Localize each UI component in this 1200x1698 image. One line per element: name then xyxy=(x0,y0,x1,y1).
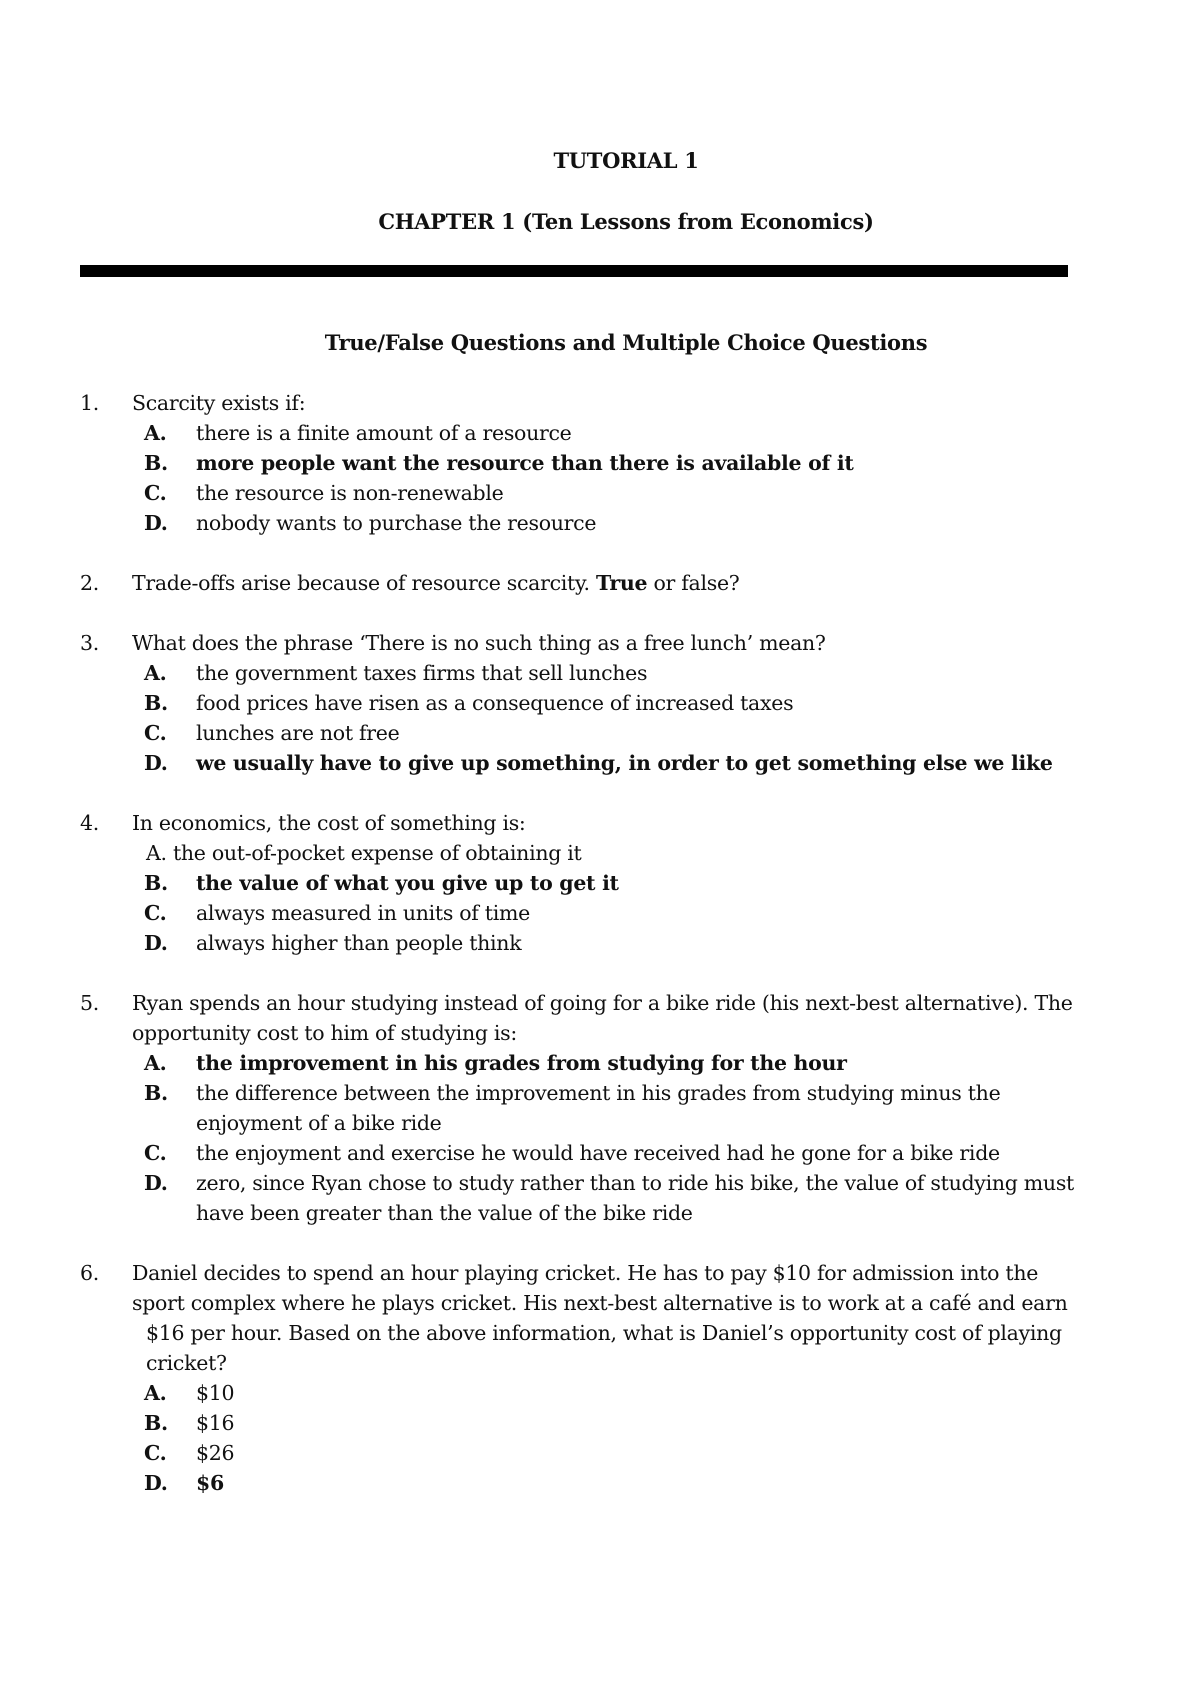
option-letter: A. xyxy=(146,841,167,865)
question-list xyxy=(80,388,1080,1528)
question-5 xyxy=(80,988,1080,1228)
question-6 xyxy=(80,1258,1080,1498)
option-list xyxy=(132,418,1080,538)
option-letter: C. xyxy=(144,481,167,505)
option-letter: C. xyxy=(144,901,167,925)
header-divider xyxy=(80,265,1068,277)
option-b xyxy=(144,688,1080,718)
option-b xyxy=(144,1408,1080,1438)
option-d xyxy=(144,1168,1080,1228)
option-c xyxy=(144,1438,1080,1468)
option-a-correct xyxy=(144,1048,1080,1078)
option-text: $16 xyxy=(196,1411,235,1435)
option-b-correct xyxy=(144,868,1080,898)
option-letter: A. xyxy=(144,1051,167,1075)
option-letter: C. xyxy=(144,1441,167,1465)
question-stem: In economics, the cost of something is: xyxy=(132,811,526,835)
option-text: the enjoyment and exercise he would have received had he gone for a bike ride xyxy=(196,1141,1000,1165)
option-d-correct xyxy=(144,1468,1080,1498)
option-c xyxy=(144,478,1080,508)
option-b-correct xyxy=(144,448,1080,478)
option-letter: B. xyxy=(144,871,168,895)
option-text: the government taxes firms that sell lunches xyxy=(196,661,648,685)
option-d xyxy=(144,508,1080,538)
option-letter: B. xyxy=(144,451,168,475)
option-letter: D. xyxy=(144,1471,168,1495)
option-letter: D. xyxy=(144,751,168,775)
question-number: 3. xyxy=(80,631,99,655)
option-text: always measured in units of time xyxy=(196,901,530,925)
option-letter: D. xyxy=(144,1171,168,1195)
question-number: 6. xyxy=(80,1261,99,1285)
question-3 xyxy=(80,628,1080,778)
option-text: the resource is non-renewable xyxy=(196,481,504,505)
option-letter: C. xyxy=(144,721,167,745)
option-text: always higher than people think xyxy=(196,931,522,955)
question-number: 2. xyxy=(80,571,99,595)
question-number: 4. xyxy=(80,811,99,835)
option-text: zero, since Ryan chose to study rather than to ride his bike, the value of studying must have been greater than the value of the bike ride xyxy=(196,1171,1074,1225)
option-list xyxy=(132,1378,1080,1498)
option-text: more people want the resource than there is available of it xyxy=(196,451,854,475)
question-stem xyxy=(132,568,1080,598)
option-c xyxy=(144,1138,1080,1168)
option-text: nobody wants to purchase the resource xyxy=(196,511,597,535)
option-c xyxy=(144,718,1080,748)
option-letter: A. xyxy=(144,421,167,445)
option-letter: B. xyxy=(144,1411,168,1435)
question-stem: Scarcity exists if: xyxy=(132,391,306,415)
option-text: lunches are not free xyxy=(196,721,400,745)
question-2 xyxy=(80,568,1080,598)
option-letter: C. xyxy=(144,1141,167,1165)
option-letter: B. xyxy=(144,691,168,715)
option-text: the difference between the improvement in his grades from studying minus the enjoyment of a bike ride xyxy=(196,1081,1001,1135)
question-1 xyxy=(80,388,1080,538)
section-title: True/False Questions and Multiple Choice Questions xyxy=(324,330,928,355)
option-d-correct xyxy=(144,748,1080,778)
option-a xyxy=(144,658,1080,688)
option-text: $6 xyxy=(196,1471,224,1495)
option-text: $10 xyxy=(196,1381,235,1405)
option-b xyxy=(144,1078,1080,1138)
option-list xyxy=(132,658,1080,778)
option-text: the out-of-pocket expense of obtaining it xyxy=(172,841,582,865)
question-stem: Daniel decides to spend an hour playing cricket. He has to pay $10 for admission into the sport complex where he plays cricket. His next-best alternative is to work at a café and earn xyxy=(132,1261,1068,1315)
stem-text: or false? xyxy=(647,571,740,595)
option-list xyxy=(132,1048,1080,1228)
option-text: the value of what you give up to get it xyxy=(196,871,619,895)
option-list xyxy=(132,838,1080,958)
question-4 xyxy=(80,808,1080,958)
option-letter: D. xyxy=(144,511,168,535)
option-text: we usually have to give up something, in order to get something else we like xyxy=(196,751,1053,775)
option-letter: A. xyxy=(144,661,167,685)
option-letter: B. xyxy=(144,1081,168,1105)
option-letter: A. xyxy=(144,1381,167,1405)
option-c xyxy=(144,898,1080,928)
option-a xyxy=(146,838,1080,868)
question-stem-continued: $16 per hour. Based on the above information, what is Daniel’s opportunity cost of playing cricket? xyxy=(146,1321,1062,1375)
option-a xyxy=(144,418,1080,448)
option-text: food prices have risen as a consequence of increased taxes xyxy=(196,691,794,715)
question-number: 1. xyxy=(80,391,99,415)
stem-text: Trade-offs arise because of resource scarcity. xyxy=(132,571,596,595)
question-stem: Ryan spends an hour studying instead of going for a bike ride (his next-best alternative). The opportunity cost to him of studying is: xyxy=(132,991,1073,1045)
chapter-title: CHAPTER 1 (Ten Lessons from Economics) xyxy=(378,209,874,234)
option-letter: D. xyxy=(144,931,168,955)
option-d xyxy=(144,928,1080,958)
option-text: there is a finite amount of a resource xyxy=(196,421,572,445)
option-text: $26 xyxy=(196,1441,235,1465)
answer-true: True xyxy=(595,571,648,595)
option-a xyxy=(144,1378,1080,1408)
question-stem: What does the phrase ‘There is no such thing as a free lunch’ mean? xyxy=(132,631,826,655)
question-number: 5. xyxy=(80,991,99,1015)
tutorial-title: TUTORIAL 1 xyxy=(553,148,699,173)
option-text: the improvement in his grades from studying for the hour xyxy=(196,1051,847,1075)
